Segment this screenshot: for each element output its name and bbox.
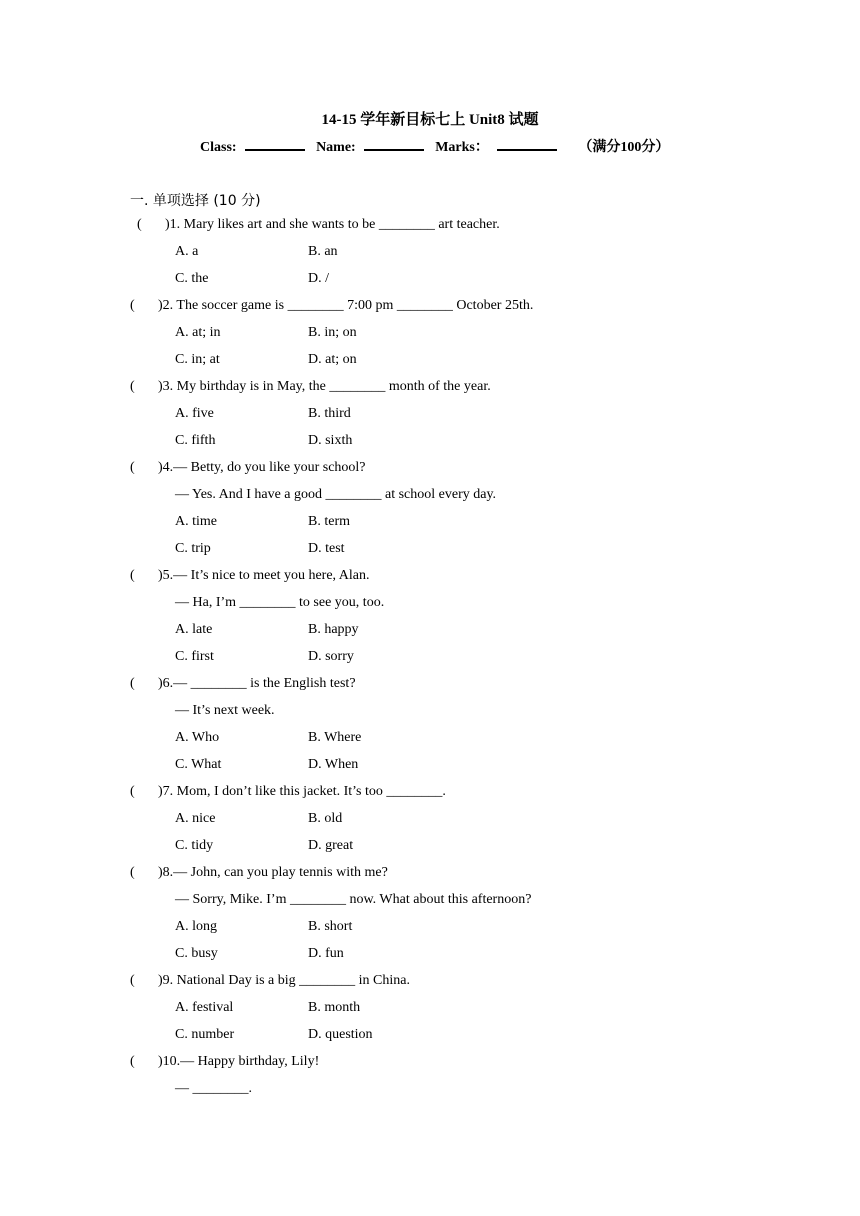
name-label: Name: <box>316 140 356 155</box>
answer-paren: ( <box>130 460 135 475</box>
answer-option: C. busy <box>175 946 218 961</box>
marks-blank <box>497 137 557 151</box>
answer-option: B. an <box>308 244 338 259</box>
answer-option: C. What <box>175 757 222 772</box>
answer-option: A. nice <box>175 811 216 826</box>
answer-option: B. Where <box>308 730 362 745</box>
answer-paren: ( <box>130 973 135 988</box>
answer-option: A. at; in <box>175 325 221 340</box>
question-text: )7. Mom, I don’t like this jacket. It’s too ________. <box>158 784 446 799</box>
answer-paren: ( <box>130 676 135 691</box>
answer-option: D. at; on <box>308 352 357 367</box>
answer-option: A. late <box>175 622 213 637</box>
answer-paren: ( <box>130 568 135 583</box>
answer-option: D. test <box>308 541 345 556</box>
answer-option: B. short <box>308 919 353 934</box>
dialogue-line: — Sorry, Mike. I’m ________ now. What about this afternoon? <box>175 892 532 907</box>
marks-label: Marks： <box>435 140 489 155</box>
answer-paren: ( <box>130 379 135 394</box>
answer-option: A. long <box>175 919 217 934</box>
question-text: )2. The soccer game is ________ 7:00 pm ________ October 25th. <box>158 298 534 313</box>
answer-option: A. five <box>175 406 214 421</box>
answer-option: A. festival <box>175 1000 234 1015</box>
answer-paren: ( <box>130 1054 135 1069</box>
answer-option: C. in; at <box>175 352 220 367</box>
answer-option: C. tidy <box>175 838 214 853</box>
question-text: )9. National Day is a big ________ in China. <box>158 973 410 988</box>
dialogue-line: — Yes. And I have a good ________ at school every day. <box>175 487 497 502</box>
answer-option: D. When <box>308 757 359 772</box>
answer-option: C. fifth <box>175 433 216 448</box>
student-info-row <box>200 136 669 156</box>
question-text: )1. Mary likes art and she wants to be ________ art teacher. <box>165 217 500 232</box>
answer-option: D. sorry <box>308 649 354 664</box>
total-score: （满分100分） <box>578 140 670 155</box>
class-blank <box>245 137 305 151</box>
answer-option: B. happy <box>308 622 359 637</box>
answer-option: D. great <box>308 838 354 853</box>
answer-option: C. number <box>175 1027 235 1042</box>
answer-option: D. fun <box>308 946 344 961</box>
question-text: )5.— It’s nice to meet you here, Alan. <box>158 568 370 583</box>
question-text: )8.— John, can you play tennis with me? <box>158 865 388 880</box>
answer-paren: ( <box>130 784 135 799</box>
class-label: Class: <box>200 140 237 155</box>
answer-option: C. trip <box>175 541 211 556</box>
dialogue-line: — It’s next week. <box>175 703 275 718</box>
answer-option: C. first <box>175 649 214 664</box>
dialogue-line: — Ha, I’m ________ to see you, too. <box>175 595 385 610</box>
answer-option: B. third <box>308 406 351 421</box>
answer-option: B. term <box>308 514 350 529</box>
question-text: )6.— ________ is the English test? <box>158 676 356 691</box>
answer-paren: ( <box>130 298 135 313</box>
dialogue-line: — ________. <box>175 1081 252 1096</box>
question-text: )4.— Betty, do you like your school? <box>158 460 366 475</box>
answer-paren: ( <box>137 217 142 232</box>
answer-option: C. the <box>175 271 209 286</box>
answer-paren: ( <box>130 865 135 880</box>
answer-option: B. in; on <box>308 325 357 340</box>
section-heading: 一. 单项选择 (10 分) <box>130 193 261 209</box>
question-text: )3. My birthday is in May, the ________ month of the year. <box>158 379 491 394</box>
answer-option: A. a <box>175 244 199 259</box>
answer-option: B. month <box>308 1000 361 1015</box>
name-blank <box>364 137 424 151</box>
answer-option: B. old <box>308 811 343 826</box>
answer-option: A. time <box>175 514 217 529</box>
answer-option: D. question <box>308 1027 373 1042</box>
answer-option: D. / <box>308 271 329 286</box>
answer-option: D. sixth <box>308 433 353 448</box>
page-title: 14-15 学年新目标七上 Unit8 试题 <box>321 112 539 128</box>
answer-option: A. Who <box>175 730 220 745</box>
question-text: )10.— Happy birthday, Lily! <box>158 1054 320 1069</box>
